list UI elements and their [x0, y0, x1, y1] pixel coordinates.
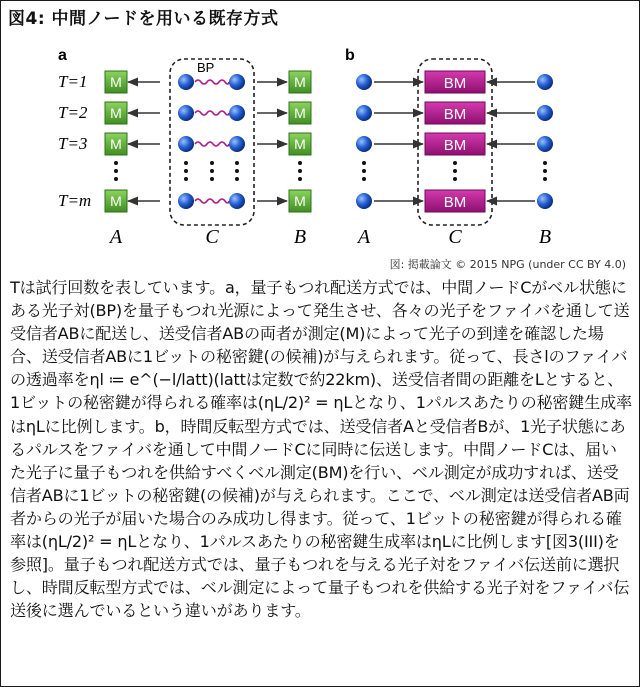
- bm-label: BM: [443, 137, 467, 154]
- network-diagram: [0, 30, 640, 252]
- m-label: M: [294, 105, 306, 121]
- party-label-c: C: [448, 226, 462, 248]
- photon: [356, 74, 372, 90]
- bp-label: BP: [197, 60, 215, 75]
- party-label-c: C: [205, 226, 219, 248]
- party-label-b: B: [293, 226, 307, 248]
- bm-label: BM: [443, 75, 467, 92]
- m-label: M: [110, 74, 122, 90]
- entanglement-link: [195, 80, 229, 84]
- photon: [537, 193, 553, 209]
- photon: [178, 193, 194, 209]
- row-label-2: T=2: [58, 103, 88, 122]
- row-label-3: T=3: [58, 134, 88, 153]
- party-label-a: A: [357, 226, 371, 248]
- panel-b-label: b: [345, 47, 355, 64]
- photon: [229, 193, 245, 209]
- figure-title: 図4: 中間ノードを用いる既存方式: [8, 9, 279, 29]
- photon: [229, 74, 245, 90]
- photon: [537, 74, 553, 90]
- caption-text: Tは試行回数を表しています。a，量子もつれ配送方式では、中間ノードCがベル状態にある光子対(BP)を量子もつれ光源によって発生させ、各々の光子をファイバを通して送受信者ABに配送し、送受信者ABの両者が測定(M)によって光子の到達を確認した場合、送受信者ABに1ビットの秘密鍵(の候補)が与えられます。従って、長さlのファイバの透過率をηl ≔ e^(−l/latt)(lattは定数で約22km)、送受信者間の距離をLとすると、1ビットの秘密鍵が得られる確率は(ηL/2)² = ηLとなり、1パルスあたりの秘密鍵生成率はηLに比例します。b，時間反転型方式では、送受信者Aと受信者Bが、1光子状態にあるパルスをファイバを通して中間ノードCに同時に伝送します。中間ノードCは、届いた光子に量子もつれを供給すべくベル測定(BM)を行い、ベル測定が成功すれば、送受信者ABに1ビットの秘密鍵(の候補)が与えられます。ここで、ベル測定は送受信者AB両者からの光子が届いた場合のみ成功し得ます。従って、1ビットの秘密鍵が得られる確率は(ηL/2)² = ηLとなり、1パルスあたりの秘密鍵生成率はηLに比例します[図3(III)を参照]。量子もつれ配送方式では、量子もつれを与える光子対をファイバ伝送前に選択し、時間反転型方式では、ベル測定によって量子もつれを供給する光子対をファイバ伝送後に選んでいるという違いがあります。: [10, 278, 632, 621]
- figure-credit: 図: 掲載論文 © 2015 NPG (under CC BY 4.0): [389, 258, 626, 271]
- m-label: M: [294, 193, 306, 209]
- row-label-m: T=m: [58, 191, 92, 210]
- party-label-b: B: [538, 226, 552, 248]
- m-label: M: [110, 105, 122, 121]
- photon: [356, 105, 372, 121]
- party-label-a: A: [109, 226, 123, 248]
- figure-caption: [10, 276, 632, 622]
- photon: [229, 136, 245, 152]
- panel-a-label: a: [58, 47, 67, 64]
- m-label: M: [294, 74, 306, 90]
- photon: [537, 136, 553, 152]
- m-label: M: [110, 193, 122, 209]
- panel-b: [356, 71, 553, 248]
- photon: [356, 136, 372, 152]
- bm-label: BM: [443, 194, 467, 211]
- entanglement-link: [195, 111, 229, 115]
- photon: [178, 136, 194, 152]
- m-label: M: [110, 136, 122, 152]
- bm-label: BM: [443, 106, 467, 123]
- panel-a: [105, 71, 311, 248]
- entanglement-link: [195, 199, 229, 203]
- photon: [356, 193, 372, 209]
- photon: [178, 74, 194, 90]
- entanglement-link: [195, 142, 229, 146]
- m-label: M: [294, 136, 306, 152]
- photon: [229, 105, 245, 121]
- row-label-1: T=1: [58, 72, 88, 91]
- photon: [537, 105, 553, 121]
- photon: [178, 105, 194, 121]
